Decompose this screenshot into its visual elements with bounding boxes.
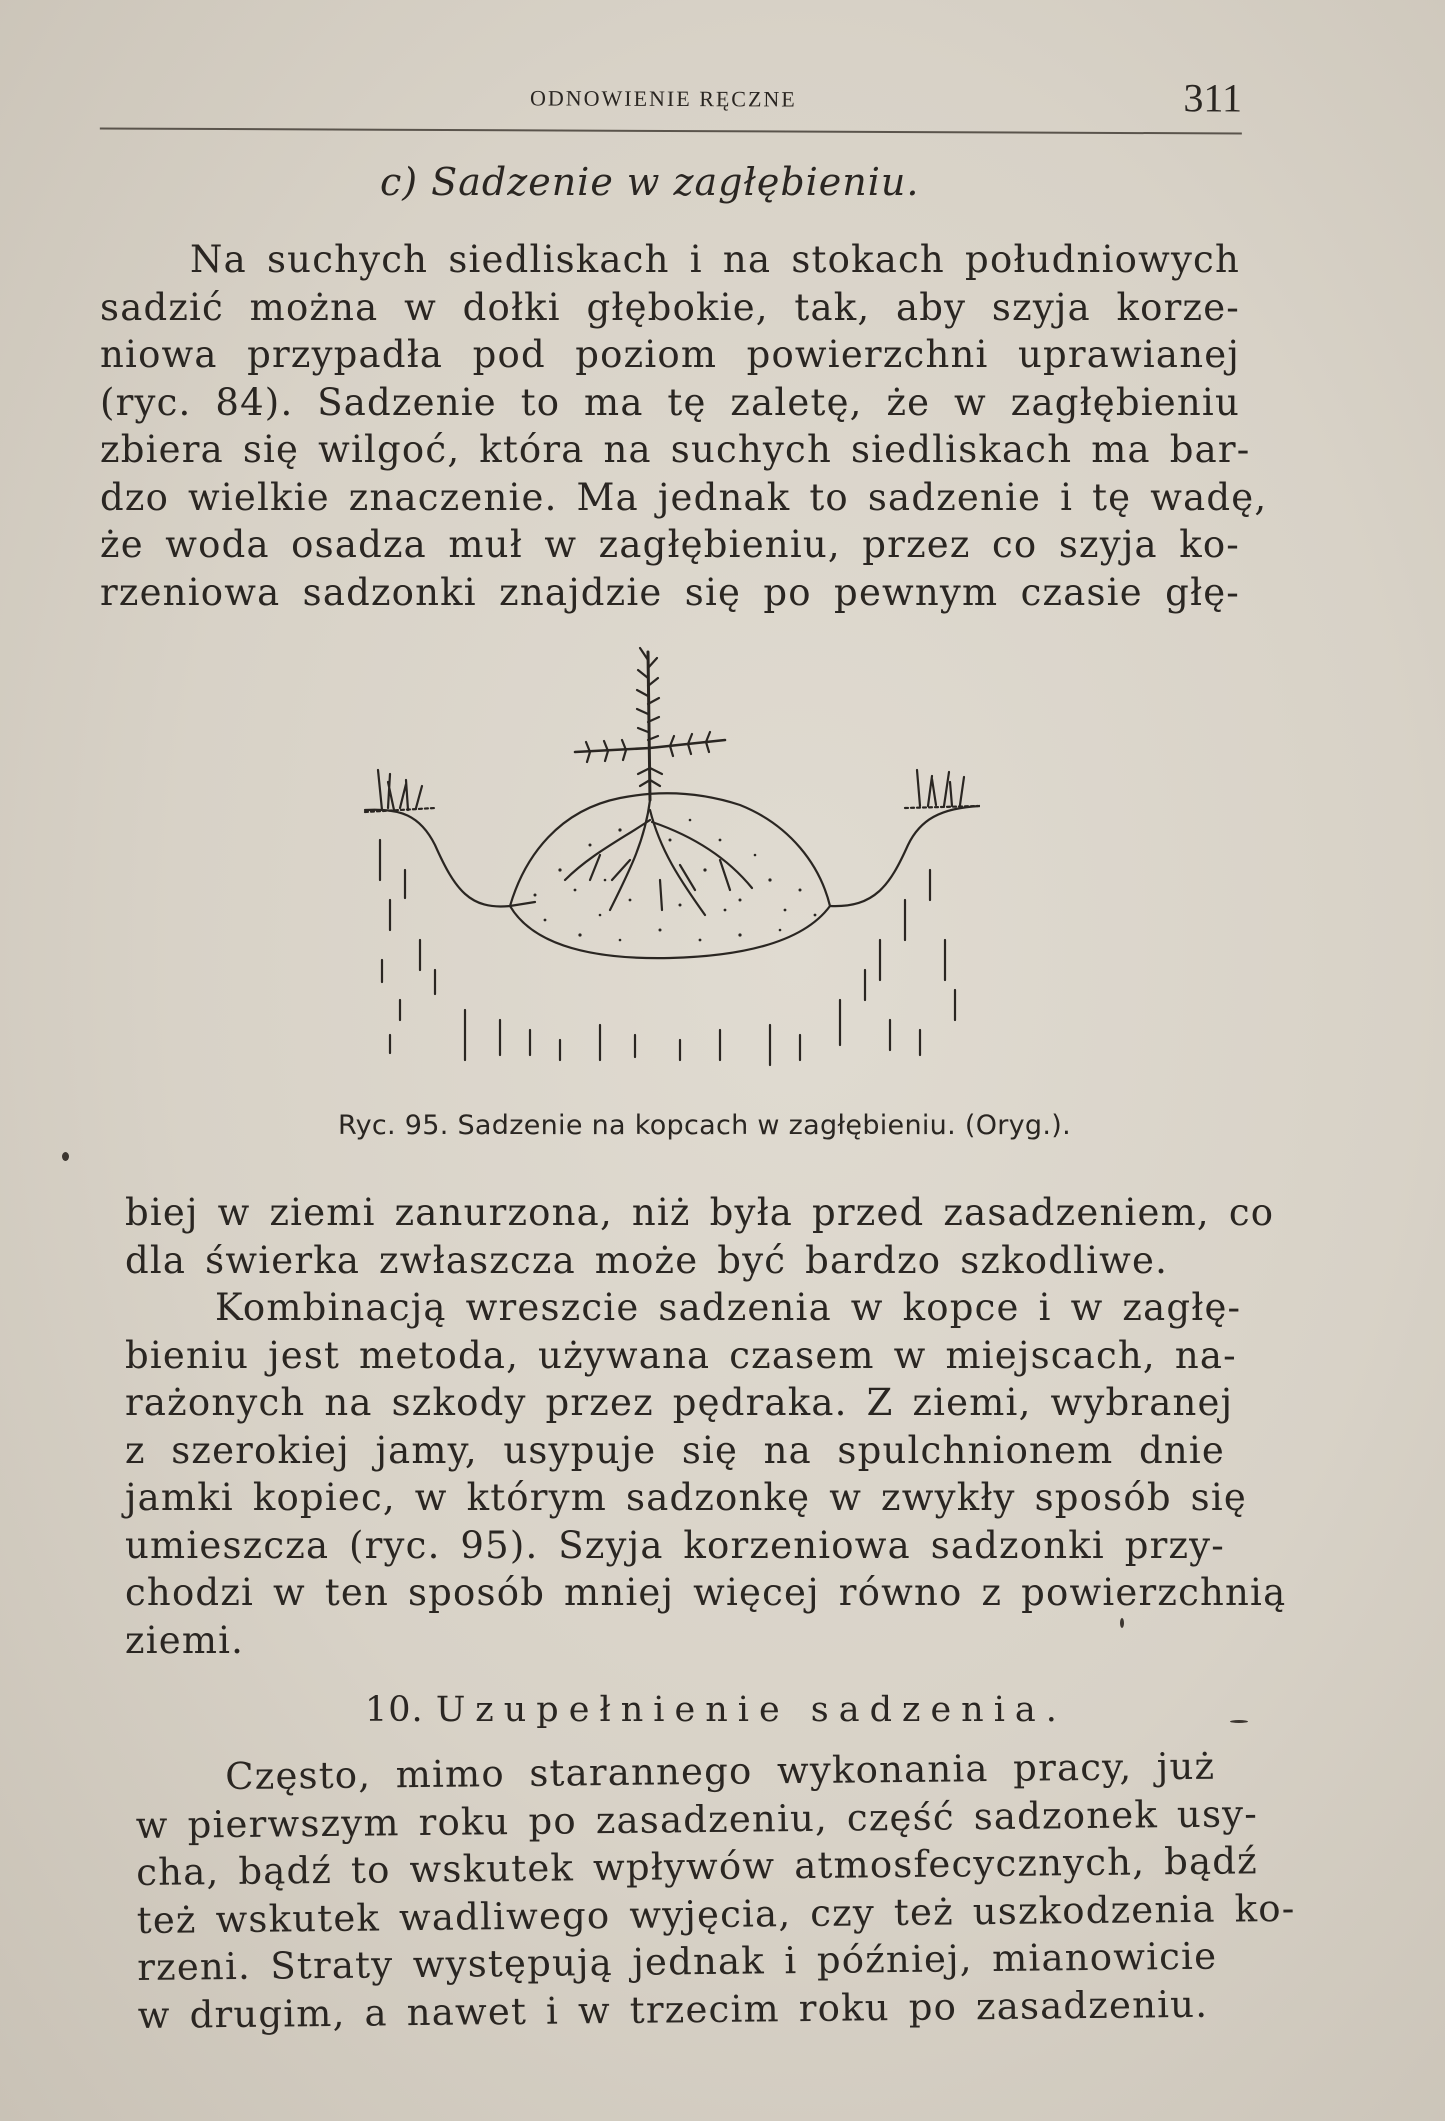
text-line: Często, mimo starannego wykonania pracy, już (225, 1744, 1216, 1799)
paragraph-4 (135, 1743, 1296, 2039)
text-line: z szerokiej jamy, usypuje się na spulchnionem dnie (125, 1428, 1225, 1472)
text-line: bieniu jest metoda, używana czasem w miejscach, na- (125, 1333, 1237, 1377)
figure-planting-illustration (360, 640, 980, 1080)
subsection-number: 10. (365, 1690, 424, 1730)
figure-caption: Ryc. 95. Sadzenie na kopcach w zagłębieniu. (Oryg.). (338, 1110, 1071, 1141)
text-line: rażonych na szkody przez pędraka. Z ziemi, wybranej (125, 1381, 1234, 1424)
text-line: też wskutek wadliwego wyjęcia, czy też uszkodzenia ko- (136, 1886, 1296, 1942)
text-line: (ryc. 84). Sadzenie to ma tę zaletę, że w zagłębieniu (100, 380, 1240, 424)
paper-speck (1120, 1618, 1124, 1628)
text-line: Na suchych siedliskach i na stokach południowych (190, 238, 1240, 281)
paragraph-1 (100, 236, 1268, 616)
text-line: biej w ziemi zanurzona, niż była przed zasadzeniem, co (125, 1191, 1275, 1234)
text-line: chodzi w ten sposób mniej więcej równo z powierzchnią (125, 1571, 1287, 1614)
text-line: jamki kopiec, w którym sadzonkę w zwykły sposób się (125, 1476, 1247, 1519)
planting-in-hollow-drawing (360, 640, 980, 1080)
text-line: umieszcza (ryc. 95). Szyja korzeniowa sadzonki przy- (125, 1523, 1225, 1567)
text-line: sadzić można w dołki głębokie, tak, aby szyja korze- (100, 285, 1240, 329)
text-line: w drugim, a nawet i w trzecim roku po zasadzeniu. (137, 1982, 1209, 2037)
text-line: że woda osadza muł w zagłębieniu, przez co szyja ko- (100, 523, 1240, 566)
text-line: rzeni. Straty występują jednak i później, mianowicie (137, 1934, 1218, 1989)
text-line: Kombinacją wreszcie sadzenia w kopce i w zagłę- (215, 1286, 1242, 1329)
text-line: ziemi. (125, 1618, 245, 1662)
paper-speck (1230, 1720, 1248, 1723)
text-line: niowa przypadła pod poziom powierzchni uprawianej (100, 333, 1240, 376)
subsection-title: Uzupełnienie sadzenia. (435, 1690, 1067, 1730)
running-header (100, 58, 1242, 135)
text-line: cha, bądź to wskutek wpływów atmosfecycznych, bądź (136, 1839, 1259, 1894)
text-line: dla świerka zwłaszcza może być bardzo szkodliwe. (125, 1238, 1169, 1282)
text-line: dzo wielkie znaczenie. Ma jednak to sadzenie i tę wadę, (100, 475, 1268, 519)
paper-speck (62, 1152, 69, 1161)
text-line: w pierwszym roku po zasadzeniu, część sadzonek usy- (135, 1791, 1259, 1847)
subsection-heading (365, 1690, 1067, 1730)
page-number: 311 (1183, 75, 1243, 121)
text-line: zbiera się wilgoć, która na suchych siedliskach ma bar- (100, 428, 1251, 471)
running-title: ODNOWIENIE RĘCZNE (529, 85, 797, 112)
paragraph-2 (125, 1189, 1287, 1664)
section-heading: c) Sadzenie w zagłębieniu. (380, 160, 920, 204)
text-line: rzeniowa sadzonki znajdzie się po pewnym czasie głę- (100, 570, 1240, 614)
